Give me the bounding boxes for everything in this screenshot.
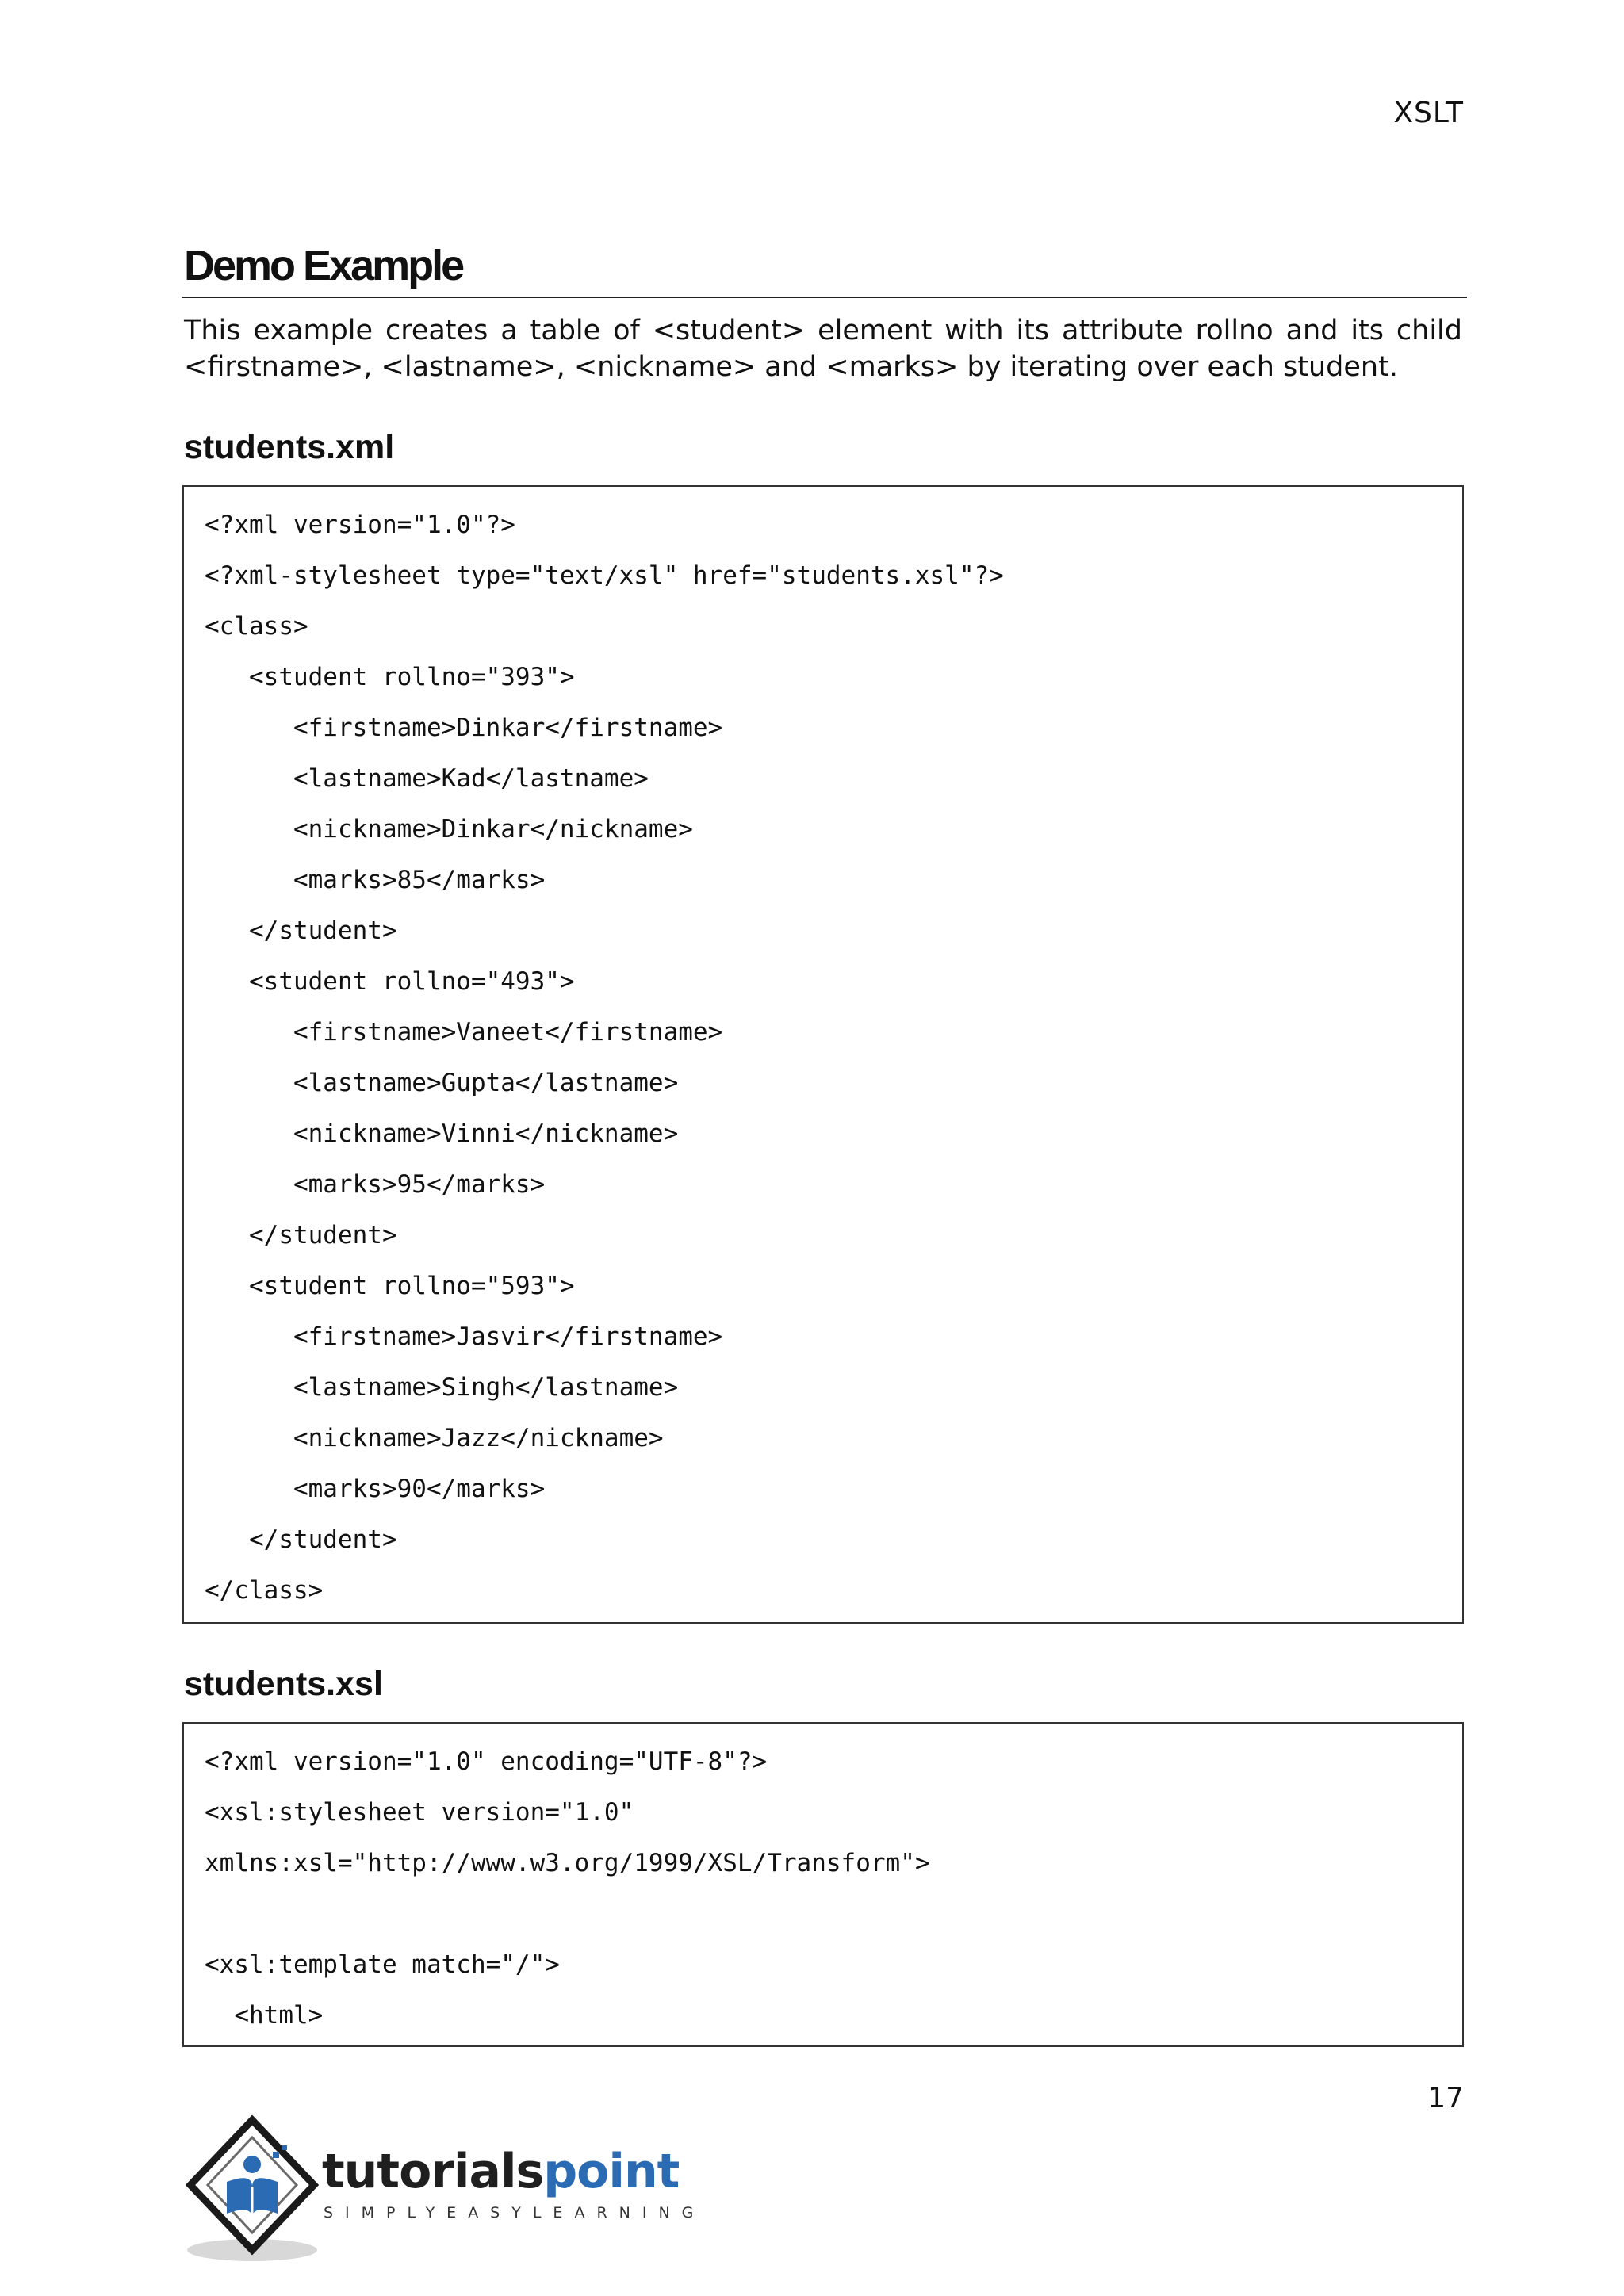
logo-word-point: point bbox=[543, 2144, 680, 2199]
code-line: <nickname>Vinni</nickname> bbox=[205, 1119, 679, 1148]
code-line: <?xml-stylesheet type="text/xsl" href="students.xsl"?> bbox=[205, 561, 1004, 590]
code-line: <marks>95</marks> bbox=[205, 1170, 546, 1199]
code-line: <class> bbox=[205, 612, 308, 641]
code-line: <lastname>Singh</lastname> bbox=[205, 1373, 679, 1402]
logo-emblem-icon bbox=[181, 2109, 324, 2267]
intro-paragraph: This example creates a table of <student> element with its attribute rollno and its child <firstname>, <lastname>, <nickname> and <marks> by iterating over each student. bbox=[184, 315, 1462, 383]
code-line bbox=[205, 1888, 1462, 1939]
code-line: <marks>90</marks> bbox=[205, 1475, 546, 1503]
code-line: <nickname>Dinkar</nickname> bbox=[205, 815, 693, 844]
code-line: </student> bbox=[205, 1221, 397, 1249]
code-line: <lastname>Kad</lastname> bbox=[205, 764, 649, 793]
code-block-xml bbox=[182, 485, 1464, 1624]
section-title: Demo Example bbox=[184, 242, 463, 289]
code-line: </class> bbox=[205, 1576, 324, 1605]
code-line: <lastname>Gupta</lastname> bbox=[205, 1069, 679, 1097]
code-block-xsl bbox=[182, 1722, 1464, 2047]
code-line: <html> bbox=[205, 2001, 324, 2030]
code-line: <marks>85</marks> bbox=[205, 866, 546, 894]
logo-tagline: SIMPLYEASYLEARNING bbox=[324, 2204, 706, 2221]
code-line: xmlns:xsl="http://www.w3.org/1999/XSL/Transform"> bbox=[205, 1849, 930, 1877]
code-line: <xsl:template match="/"> bbox=[205, 1950, 560, 1979]
code-line: <firstname>Dinkar</firstname> bbox=[205, 714, 723, 742]
code-line: </student> bbox=[205, 916, 397, 945]
page-number: 17 bbox=[1427, 2082, 1464, 2114]
code-line: <xsl:stylesheet version="1.0" bbox=[205, 1798, 634, 1827]
code-line: <nickname>Jazz</nickname> bbox=[205, 1424, 664, 1452]
file-heading-xml: students.xml bbox=[184, 428, 395, 466]
tutorialspoint-logo bbox=[181, 2109, 706, 2267]
code-line: <firstname>Jasvir</firstname> bbox=[205, 1322, 723, 1351]
logo-wordmark bbox=[322, 2144, 679, 2199]
code-line: <firstname>Vaneet</firstname> bbox=[205, 1018, 723, 1047]
code-line: <?xml version="1.0"?> bbox=[205, 511, 515, 539]
code-line: <student rollno="493"> bbox=[205, 967, 575, 996]
code-line: <student rollno="393"> bbox=[205, 663, 575, 691]
code-line: </student> bbox=[205, 1525, 397, 1554]
running-title: XSLT bbox=[1393, 97, 1464, 129]
code-line: <?xml version="1.0" encoding="UTF-8"?> bbox=[205, 1747, 768, 1776]
code-line: <student rollno="593"> bbox=[205, 1272, 575, 1300]
title-underline bbox=[182, 297, 1467, 298]
file-heading-xsl: students.xsl bbox=[184, 1665, 383, 1703]
logo-word-tutorials: tutorials bbox=[322, 2144, 544, 2199]
